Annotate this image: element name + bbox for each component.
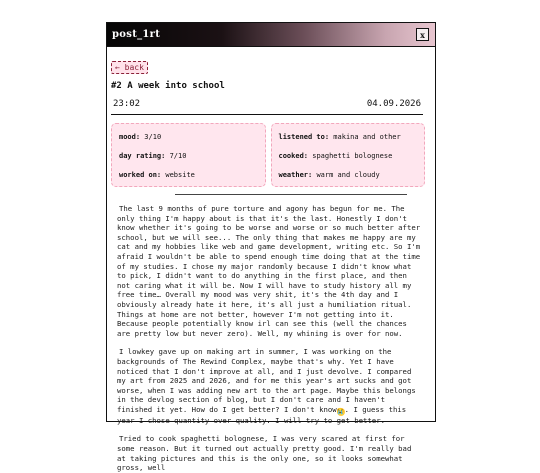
divider [175, 194, 407, 195]
info-value: 7/10 [169, 152, 187, 160]
info-key: mood: [119, 133, 141, 141]
post-title: #2 A week into school [111, 81, 225, 91]
post-meta [111, 99, 423, 115]
close-button[interactable] [416, 28, 429, 41]
back-button[interactable]: ← back [111, 61, 148, 74]
info-weather [279, 171, 418, 179]
info-value: warm and cloudy [316, 171, 380, 179]
info-worked-on [119, 171, 258, 179]
post-date: 04.09.2026 [366, 99, 421, 109]
info-value: makina and other [333, 133, 401, 141]
window-titlebar [107, 23, 435, 47]
post-time: 23:02 [113, 99, 141, 109]
post-content [107, 47, 435, 473]
info-key: cooked: [278, 152, 309, 160]
body-paragraph [117, 347, 423, 425]
body-paragraph: The last 9 months of pure torture and agony has begun for me. The only thing I'm happy about is that it's the last. Honestly I don't know whether it's going to be worse and worse or so much better after school, but we will see... The only thing that makes me happy are my cat and my hobbies like web and game development, writing etc. So I'm afraid I wouldn't be able to spend enough time doing that at the time of my studies. I chose my major randomly because I didn't know what to pick, I didn't want to do anything in the first place, and then not caring what it will be. Now I will have to study history all my free time… Overall my mood was very shit, it's the 4th day and I obviously already hate it here, it's all just a humiliation ritual. Things at home are not better, however I'm not getting into it. Because people potentially know irl can see this (well the chances are pretty low but never zero). Well, my whining is over for now. [117, 204, 421, 338]
post-window [106, 22, 436, 473]
post-body [111, 204, 427, 473]
window-title: post_1rt [112, 29, 161, 40]
body-paragraph: Tried to cook spaghetti bolognese, I was very scared at first for some reason. But it turned out actually pretty good. I'm really bad at taking pictures and this is the only one, so it looks somewhat gross, well [117, 434, 412, 473]
crying-emoji-icon: 😭 [336, 407, 345, 415]
close-icon: x [420, 29, 425, 40]
info-card-left [111, 123, 266, 187]
info-key: day rating: [119, 152, 166, 160]
body-text: I lowkey gave up on making art in summer, I was working on the backgrounds of The Rewind Complex, maybe that's why. Yet I have noticed that I don't improve at all, and I just devolve. I compared my art from 2025 and 2026, and for me this year's art sucks and got worse, when I was adding new art to the art page. Maybe this belongs in the devlog section of blog, but I don't care and I haven't finished it yet. How do I get better? I don't know [117, 347, 416, 414]
info-cooked [279, 152, 418, 160]
body-text: . I guess this year I chose quantity over quality. I will try to get better. [117, 404, 407, 425]
info-value: website [165, 171, 195, 179]
info-key: worked on: [119, 171, 162, 179]
info-value: 3/10 [144, 133, 162, 141]
info-listened-to [279, 133, 418, 141]
info-card-right [271, 123, 426, 187]
info-cards [111, 123, 427, 187]
info-day-rating [119, 152, 258, 160]
info-value: spaghetti bolognese [312, 152, 393, 160]
info-key: listened to: [278, 133, 330, 141]
info-mood [119, 133, 258, 141]
info-key: weather: [278, 171, 313, 179]
